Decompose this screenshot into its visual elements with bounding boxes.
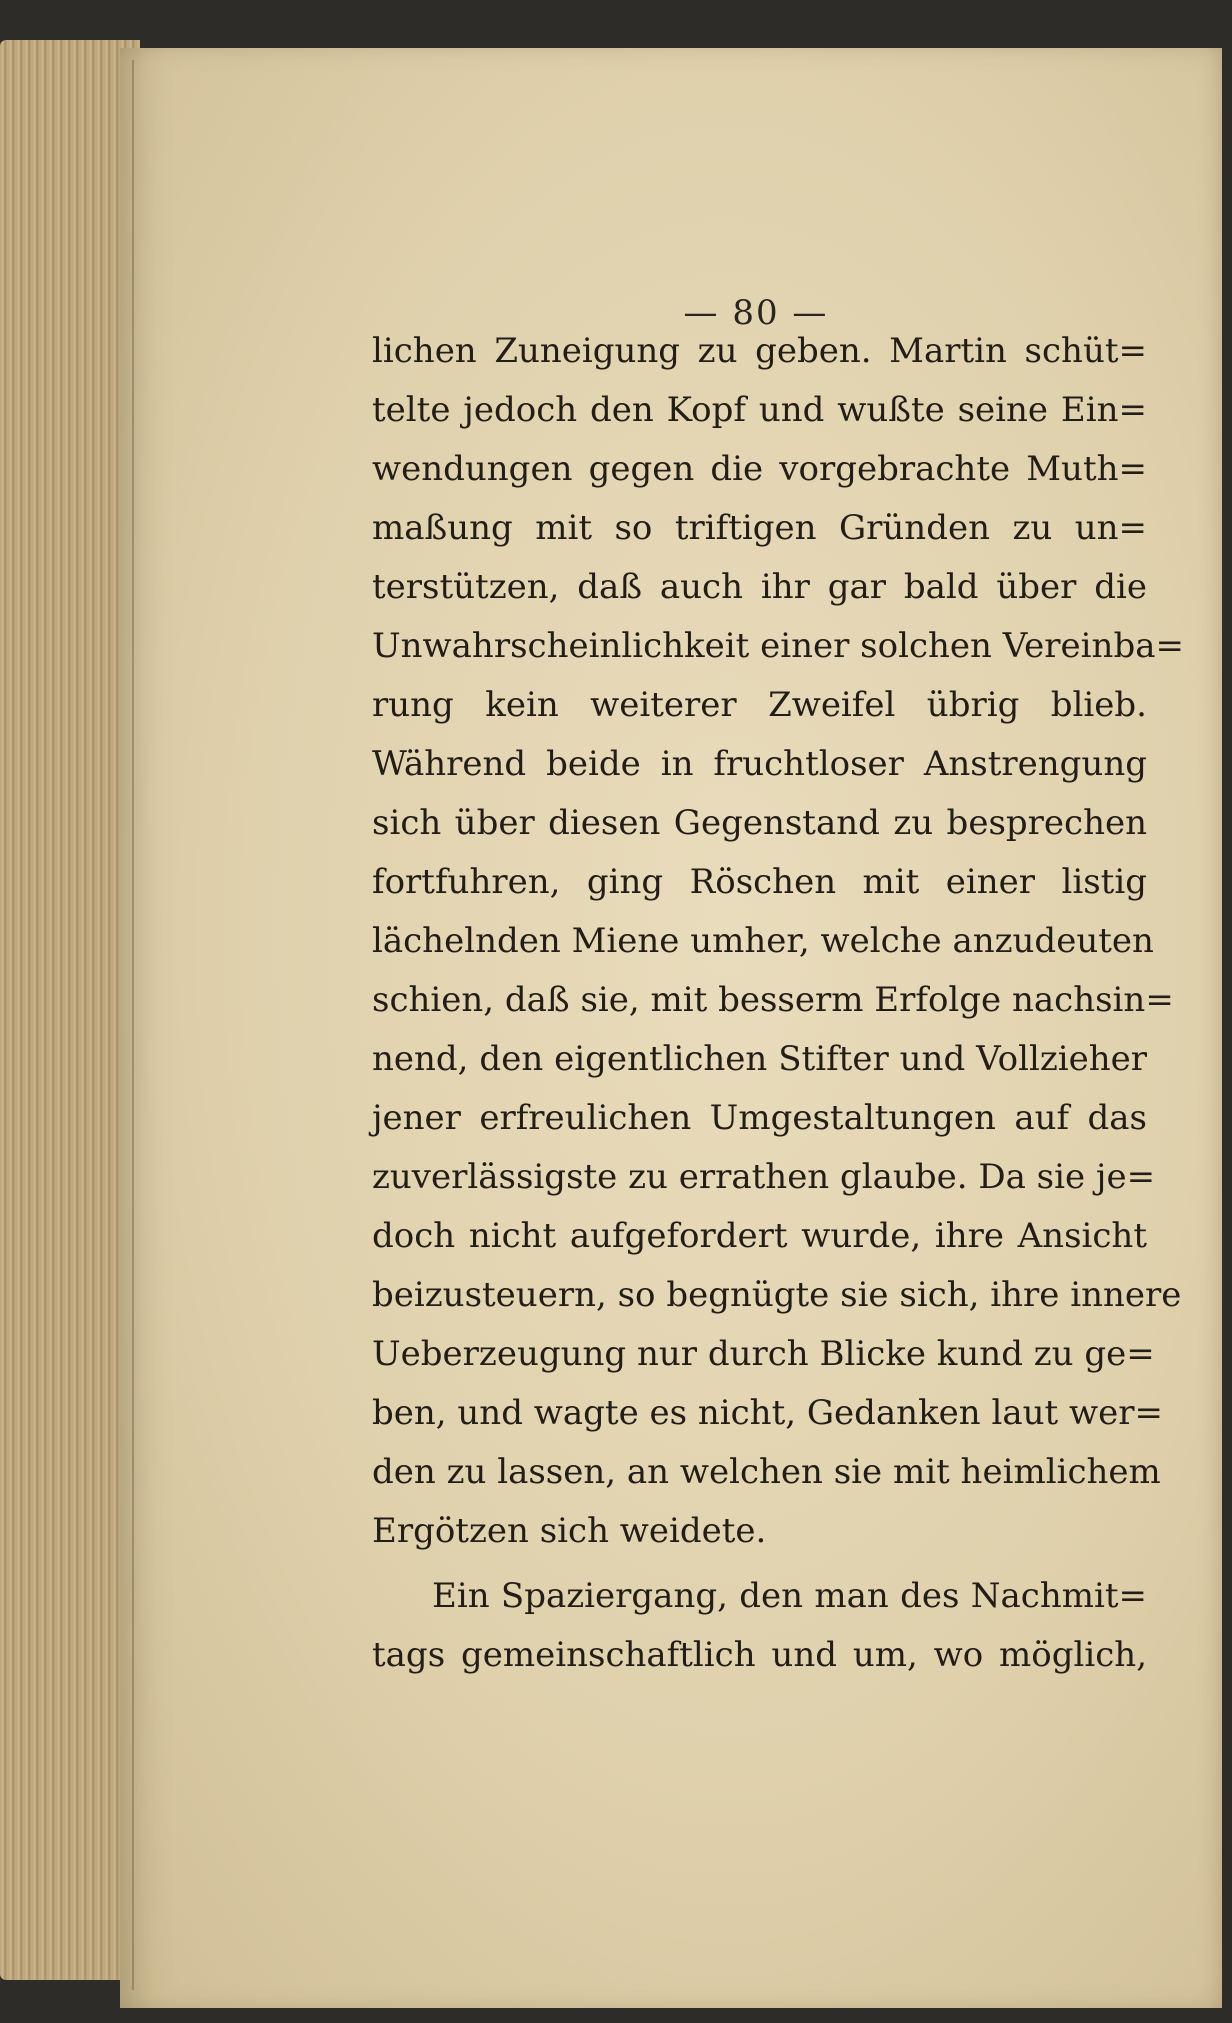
text-line: fortfuhren, ging Röschen mit einer listig — [372, 862, 1147, 902]
text-line: Unwahrscheinlichkeit einer solchen Vereinba= — [372, 626, 1184, 666]
text-line: schien, daß sie, mit besserm Erfolge nachsin= — [372, 980, 1174, 1020]
gutter-line — [132, 60, 134, 1990]
text-line: doch nicht aufgefordert wurde, ihre Ansicht — [372, 1216, 1147, 1256]
text-line: telte jedoch den Kopf und wußte seine Ein= — [372, 390, 1147, 430]
text-line: den zu lassen, an welchen sie mit heimlichem — [372, 1452, 1161, 1492]
text-line: wendungen gegen die vorgebrachte Muth= — [372, 449, 1147, 489]
page-edges — [0, 40, 140, 1980]
text-line: jener erfreulichen Umgestaltungen auf das — [372, 1098, 1147, 1138]
text-line: maßung mit so triftigen Gründen zu un= — [372, 508, 1147, 548]
body-text — [372, 322, 1184, 1685]
text-line: rung kein weiterer Zweifel übrig blieb. — [372, 685, 1147, 725]
text-line: sich über diesen Gegenstand zu besprechen — [372, 803, 1147, 843]
paragraph-2 — [372, 1567, 1147, 1685]
text-line: ben, und wagte es nicht, Gedanken laut wer= — [372, 1393, 1163, 1433]
text-line: lichen Zuneigung zu geben. Martin schüt= — [372, 331, 1147, 371]
text-line: terstützen, daß auch ihr gar bald über die — [372, 567, 1147, 607]
text-line: tags gemeinschaftlich und um, wo möglich, — [372, 1635, 1147, 1675]
text-line: zuverlässigste zu errathen glaube. Da sie je= — [372, 1157, 1156, 1197]
text-line: Ergötzen sich weidete. — [372, 1511, 767, 1551]
text-line: Ueberzeugung nur durch Blicke kund zu ge= — [372, 1334, 1155, 1374]
paragraph-1 — [372, 322, 1184, 1561]
page-number: — 80 — — [683, 293, 829, 333]
text-line: Ein Spaziergang, den man des Nachmit= — [432, 1576, 1147, 1616]
text-line: Während beide in fruchtloser Anstrengung — [372, 744, 1147, 784]
text-line: lächelnden Miene umher, welche anzudeuten — [372, 921, 1154, 961]
text-line: beizusteuern, so begnügte sie sich, ihre innere — [372, 1275, 1182, 1315]
text-line: nend, den eigentlichen Stifter und Vollzieher — [372, 1039, 1147, 1079]
